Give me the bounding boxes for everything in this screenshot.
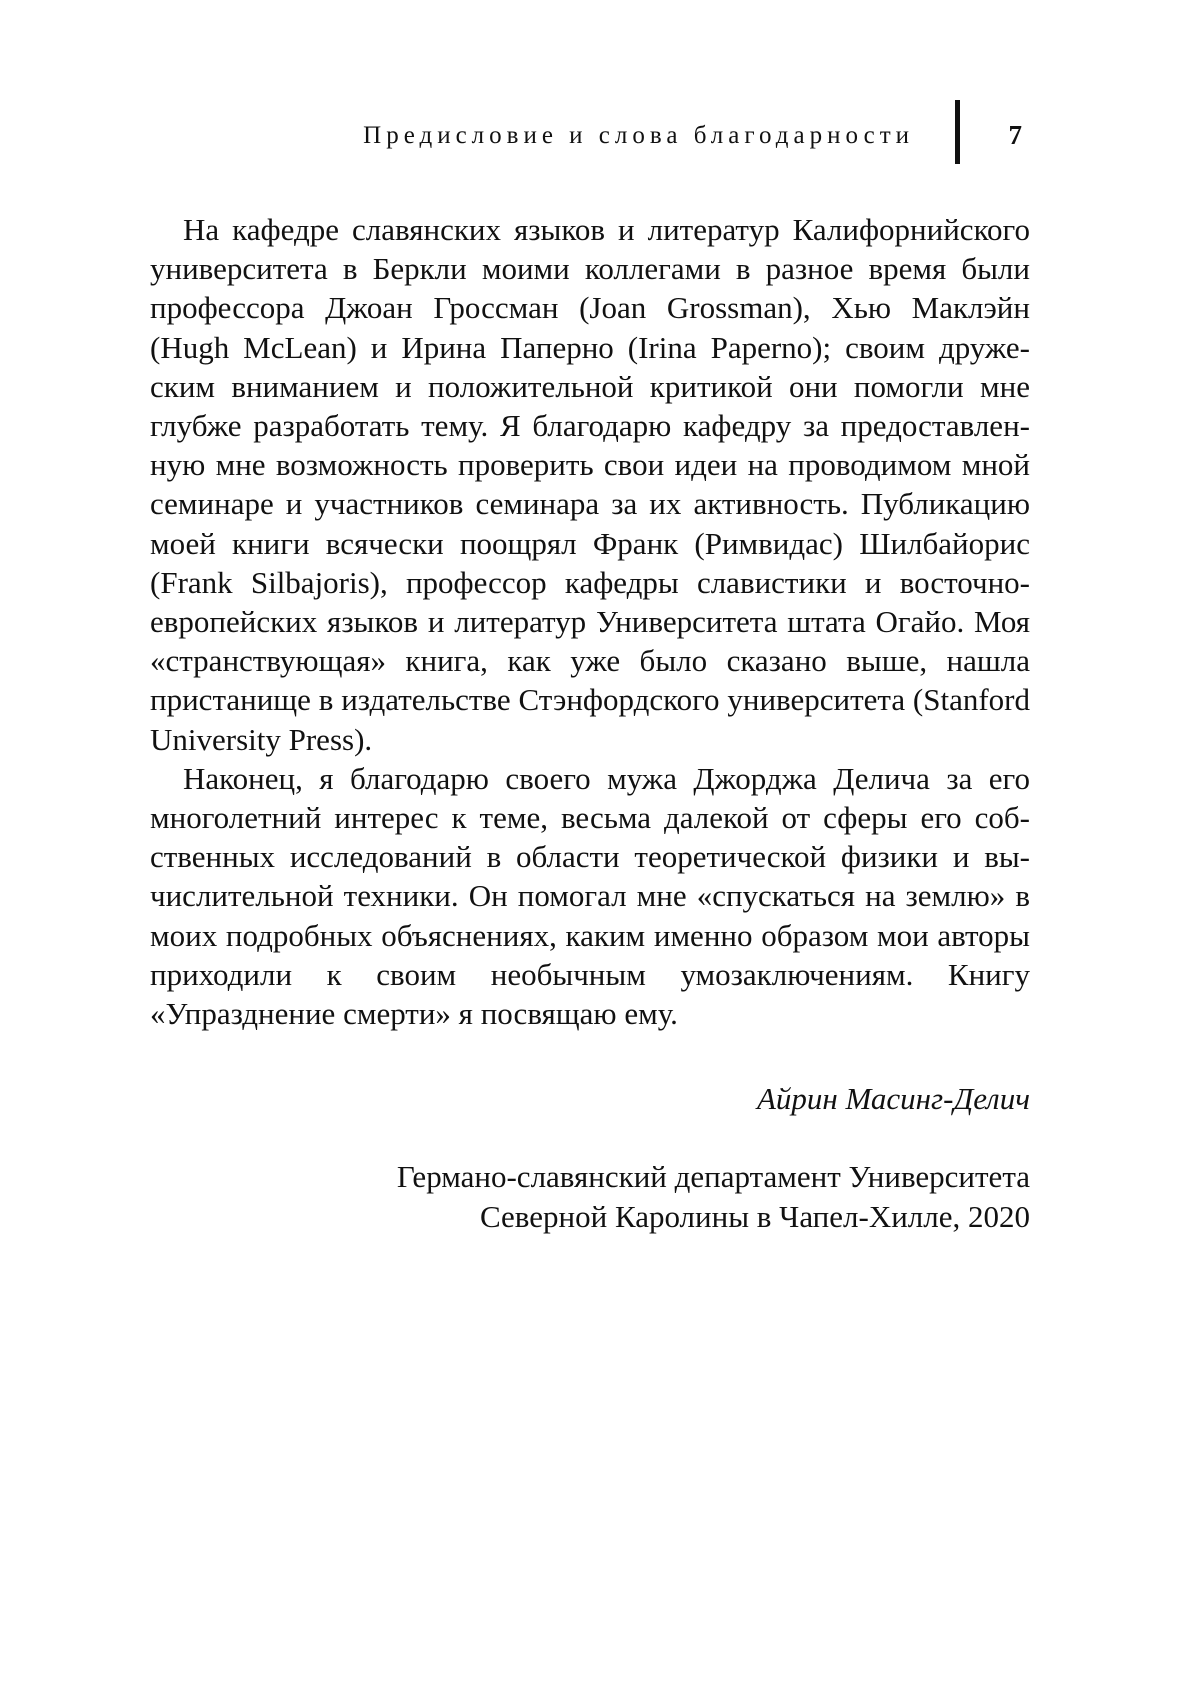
- affiliation-line: Германо-славянский департамент Университета: [396, 1159, 1030, 1195]
- running-title: Предисловие и слова благодарности: [363, 122, 914, 149]
- paragraph: Наконец, я благодарю своего мужа Джорджа Делича за его многолетний интерес к теме, весьма далекой от сферы его собственных исследований в области теоретической физики и вычислительной техники. Он помогал мне «спускаться на землю» в моих подробных объяснениях, каким именно образом мои авторы приходили к своим необычным умозаключениям. Книгу «Упразднение смерти» я посвящаю ему.: [150, 760, 1030, 1032]
- running-head: [150, 100, 1030, 164]
- paragraph: На кафедре славянских языков и литератур Калифорнийского университета в Беркли моими коллегами в разное время были профессора Джоан Гроссман (Joan Grossman), Хью Маклэйн (Hugh McLean) и Ирина Паперно (Irina Paperno); своим дружеским вниманием и положительной критикой они помогли мне глубже разработать тему. Я благодарю кафедру за предоставленную мне возможность проверить свои идеи на проводимом мной семинаре и участников семинара за их активность. Публикацию моей книги всячески поощрял Франк (Римвидас) Шилбайорис (Frank Silbajoris), профессор кафедры славистики и восточноевропейских языков и литератур Университета штата Огайо. Моя «странствующая» книга, как уже было сказано выше, нашла пристанище в издательстве Стэнфордского университета (Stanford University Press).: [150, 212, 1030, 757]
- affiliation-line: Северной Каролины в Чапел-Хилле, 2020: [479, 1198, 1030, 1234]
- body-text: [150, 210, 1030, 1236]
- author-signature: Айрин Масинг-Делич: [756, 1081, 1030, 1117]
- affiliation: [150, 1157, 1030, 1235]
- page-number: 7: [1008, 120, 1022, 150]
- header-divider: [955, 100, 960, 164]
